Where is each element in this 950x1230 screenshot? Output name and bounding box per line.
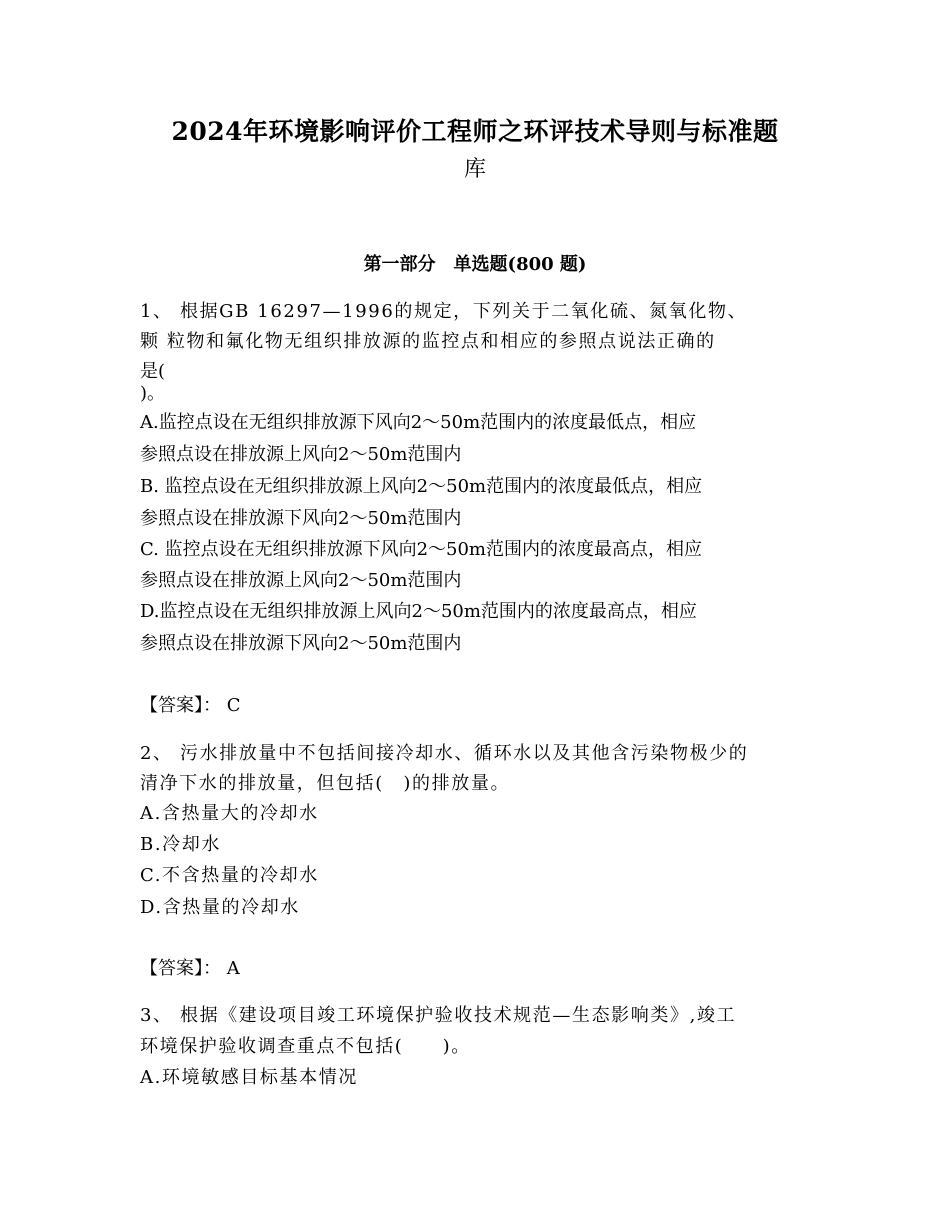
question-1-option-c-line-2: 参照点设在排放源上风向2～50m范围内 bbox=[140, 570, 462, 591]
question-2-option-a: A.含热量大的冷却水 bbox=[140, 803, 319, 824]
question-1-stem-line-4: )。 bbox=[140, 383, 166, 404]
question-1-option-d-line-1: D.监控点设在无组织排放源上风向2～50m范围内的浓度最高点，相应 bbox=[140, 601, 697, 622]
question-3-stem-line-1: 3、 根据《建设项目竣工环境保护验收技术规范—生态影响类》,竣工 bbox=[140, 1005, 737, 1026]
question-2-answer: 【答案】： A bbox=[140, 958, 240, 979]
question-1-answer: 【答案】： C bbox=[140, 695, 241, 716]
question-2-option-b: B.冷却水 bbox=[140, 834, 221, 855]
question-3-stem-line-2: 环境保护验收调查重点不包括( )。 bbox=[140, 1036, 471, 1057]
section-heading: 第一部分 单选题(800 题) bbox=[363, 254, 587, 275]
question-2-stem-line-2: 清净下水的排放量，但包括( )的排放量。 bbox=[140, 773, 511, 794]
question-1-option-a-line-2: 参照点设在排放源上风向2～50m范围内 bbox=[140, 444, 462, 465]
question-1-stem-line-1: 1、 根据GB 16297—1996的规定，下列关于二氧化硫、氮氧化物、 bbox=[140, 301, 748, 322]
question-1-option-c-line-1: C. 监控点设在无组织排放源下风向2～50m范围内的浓度最高点，相应 bbox=[140, 539, 702, 560]
document-title: 2024年环境影响评价工程师之环评技术导则与标准题 bbox=[171, 117, 779, 146]
question-2-option-d: D.含热量的冷却水 bbox=[140, 897, 300, 918]
question-1-stem-line-3: 是( bbox=[140, 361, 166, 382]
question-1-option-b-line-1: B. 监控点设在无组织排放源上风向2～50m范围内的浓度最低点，相应 bbox=[140, 476, 703, 497]
document-title-continuation: 库 bbox=[463, 157, 486, 182]
question-1-stem-line-2: 颗 粒物和氟化物无组织排放源的监控点和相应的参照点说法正确的 bbox=[140, 331, 716, 352]
question-1-option-a-line-1: A.监控点设在无组织排放源下风向2～50m范围内的浓度最低点，相应 bbox=[140, 412, 697, 433]
question-2-option-c: C.不含热量的冷却水 bbox=[140, 865, 319, 886]
question-2-stem-line-1: 2、 污水排放量中不包括间接冷却水、循环水以及其他含污染物极少的 bbox=[140, 743, 749, 764]
question-1-option-d-line-2: 参照点设在排放源下风向2～50m范围内 bbox=[140, 633, 462, 654]
question-3-option-a: A.环境敏感目标基本情况 bbox=[140, 1067, 358, 1088]
question-1-option-b-line-2: 参照点设在排放源下风向2～50m范围内 bbox=[140, 508, 462, 529]
